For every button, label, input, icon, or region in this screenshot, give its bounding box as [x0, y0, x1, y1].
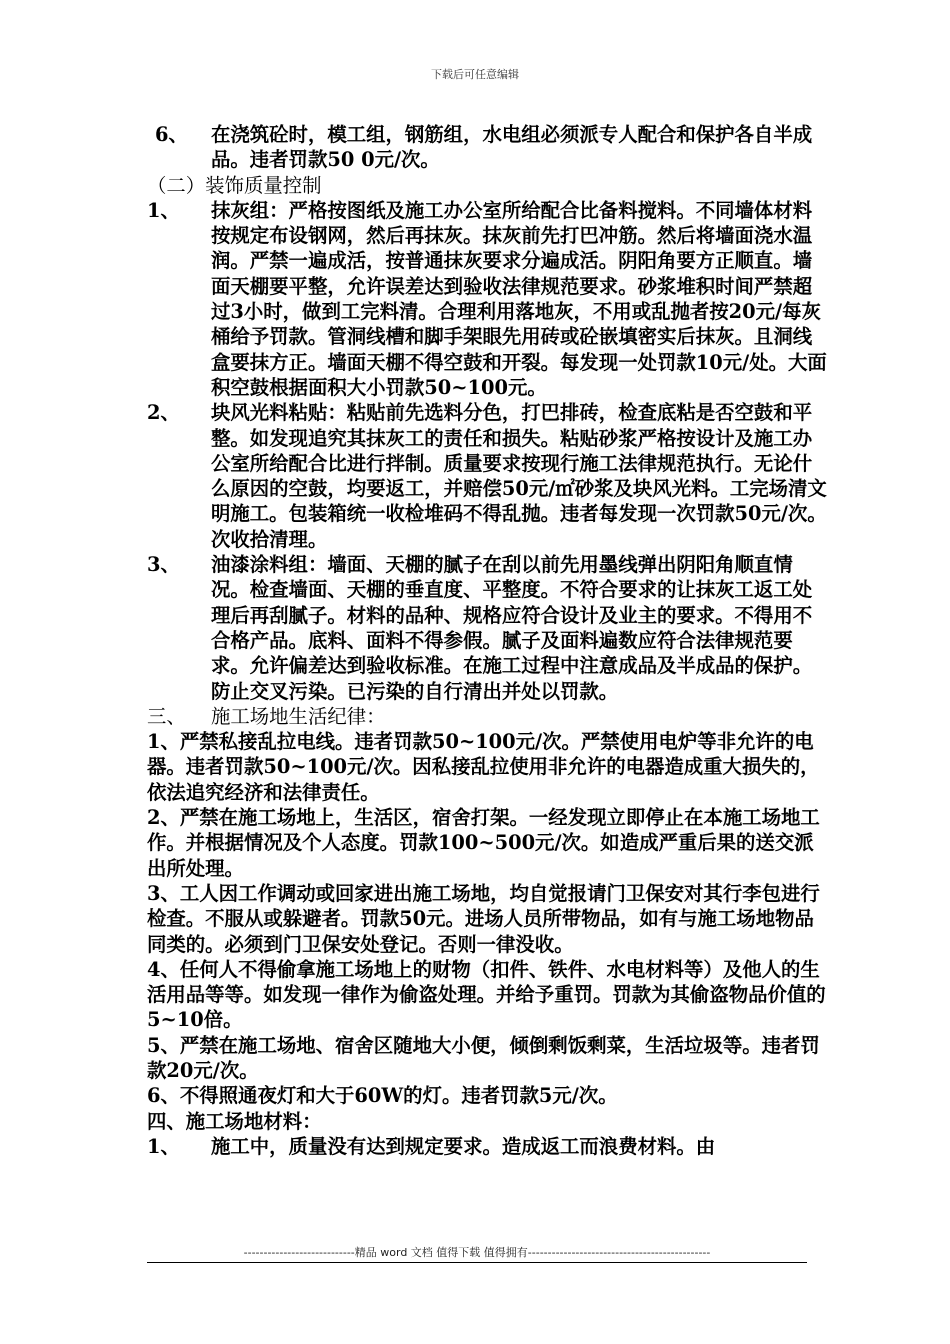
page-footer: ----------------------------精品 word 文档 值得下载 值得拥有---------------------------------------------- — [243, 1246, 711, 1259]
document-body — [147, 122, 827, 1159]
list-item — [147, 122, 827, 173]
section-number: 三、 — [147, 704, 186, 728]
item-text: 施工中，质量没有达到规定要求。造成返工而浪费材料。由 — [211, 1134, 716, 1158]
paragraph: 4、任何人不得偷拿施工场地上的财物（扣件、铁件、水电材料等）及他人的生活用品等等。如发现一律作为偷盗处理。并给予重罚。罚款为其偷盗物品价值的5~10倍。 — [147, 957, 826, 1032]
section-heading: 四、施工场地材料： — [147, 1109, 322, 1133]
page-header: 下载后可任意编辑 — [431, 68, 519, 81]
item-number: 6、 — [155, 123, 188, 146]
item-text: 在浇筑砼时，模工组，钢筋组，水电组必须派专人配合和保护各自半成品。违者罚款50 0元/次。 — [211, 123, 813, 172]
item-number: 2、 — [147, 401, 180, 425]
paragraph: 5、严禁在施工场地、宿舍区随地大小便，倾倒剩饭剩菜，生活垃圾等。违者罚款20元/次。 — [147, 1033, 820, 1082]
section-title: 施工场地生活纪律： — [211, 704, 386, 728]
item-number: 3、 — [147, 553, 180, 577]
item-text: 抹灰组：严格按图纸及施工办公室所给配合比备料搅料。不同墙体材料按规定布设钢网，然后再抹灰。抹灰前先打巴冲筋。然后将墙面浇水温润。严禁一遍成活，按普通抹灰要求分遍成活。阴阳角要方正顺直。墙面天棚要平整，允许误差达到验收法律规范要求。砂浆堆积时间严禁超过3小时，做到工完料清。合理利用落地灰，不用或乱抛者按20元/每灰桶给予罚款。管洞线槽和脚手架眼先用砖或砼嵌填密实后抹灰。且洞线盒要抹方正。墙面天棚不得空鼓和开裂。每发现一处罚款10元/处。大面积空鼓根据面积大小罚款50~100元。 — [211, 198, 827, 399]
list-item — [147, 198, 827, 400]
paragraph: 3、工人因工作调动或回家进出施工场地，均自觉报请门卫保安对其行李包进行检查。不服从或躲避者。罚款50元。进场人员所带物品，如有与施工场地物品同类的。必须到门卫保安处登记。否则一律没收。 — [147, 881, 820, 956]
list-item — [147, 400, 827, 552]
paragraph: 6、不得照通夜灯和大于60W的灯。违者罚款5元/次。 — [147, 1084, 618, 1108]
section-heading: （二）装饰质量控制 — [147, 173, 322, 197]
item-number: 1、 — [147, 198, 180, 222]
paragraph: 1、严禁私接乱拉电线。违者罚款50~100元/次。严禁使用电炉等非允许的电器。违者罚款50~100元/次。因私接乱拉使用非允许的电器造成重大损失的，依法追究经济和法律责任。 — [147, 730, 820, 804]
list-item — [147, 1134, 827, 1159]
section-heading — [147, 704, 827, 729]
list-item — [147, 552, 827, 704]
paragraph: 2、严禁在施工场地上，生活区，宿舍打架。一经发现立即停止在本施工场地工作。并根据情况及个人态度。罚款100~500元/次。如造成严重后果的送交派出所处理。 — [147, 806, 820, 880]
item-number: 1、 — [147, 1134, 180, 1158]
item-text: 块风光料粘贴：粘贴前先选料分色，打巴排砖，检查底粘是否空鼓和平整。如发现追究其抹灰工的责任和损失。粘贴砂浆严格按设计及施工办公室所给配合比进行拌制。质量要求按现行施工法律规范执行。无论什么原因的空鼓，均要返工，并赔偿50元/㎡砂浆及块风光料。工完场清文明施工。包装箱统一收检堆码不得乱抛。违者每发现一次罚款50元/次。次收拾清理。 — [211, 401, 827, 551]
item-text: 油漆涂料组：墙面、天棚的腻子在刮以前先用墨线弹出阴阳角顺直情况。检查墙面、天棚的垂直度、平整度。不符合要求的让抹灰工返工处理后再刮腻子。材料的品种、规格应符合设计及业主的要求。不得用不合格产品。底料、面料不得参假。腻子及面料遍数应符合法律规范要求。允许偏差达到验收标准。在施工过程中注意成品及半成品的保护。防止交叉污染。已污染的自行清出并处以罚款。 — [211, 553, 813, 703]
footer-divider — [147, 1262, 807, 1263]
